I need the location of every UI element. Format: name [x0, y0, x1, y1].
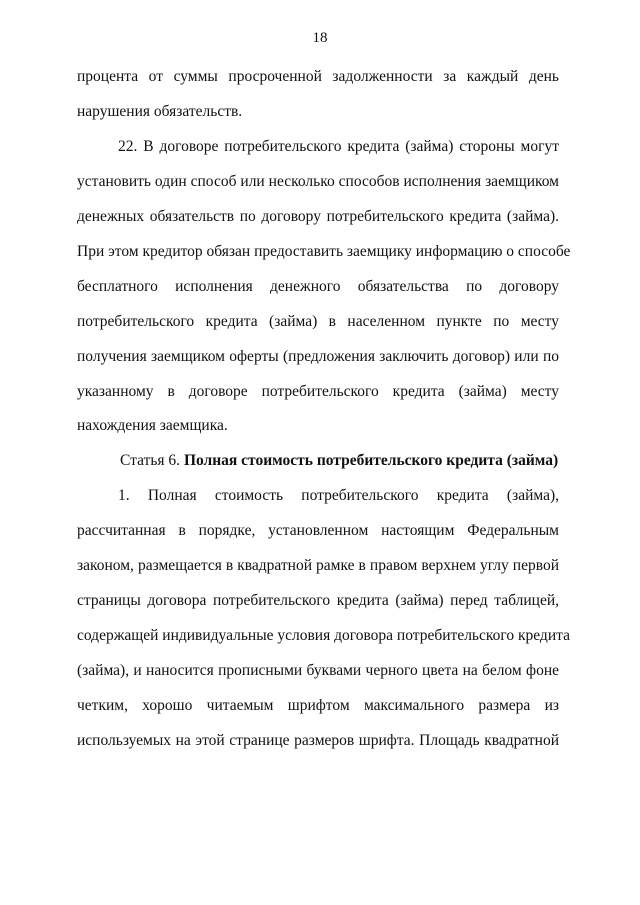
text-line: нахождения заемщика.	[77, 417, 228, 434]
text-line: процента от суммы просроченной задолженности за каждый день	[77, 68, 559, 85]
text-line: страницы договора потребительского кредита (займа) перед таблицей,	[77, 592, 559, 609]
text-line: (займа), и наносится прописными буквами черного цвета на белом фоне	[77, 662, 559, 679]
text-line: денежных обязательств по договору потребительского кредита (займа).	[77, 208, 559, 225]
text-line: установить один способ или несколько способов исполнения заемщиком	[77, 173, 559, 190]
article-heading-prefix: Статья 6.	[120, 452, 184, 469]
text-line: потребительского кредита (займа) в населенном пункте по месту	[77, 313, 559, 330]
text-line: получения заемщиком оферты (предложения заключить договор) или по	[77, 348, 559, 365]
text-line: бесплатного исполнения денежного обязательства по договору	[77, 278, 559, 295]
text-line: указанному в договоре потребительского кредита (займа) месту	[77, 383, 559, 400]
paragraph-first-line: 22. В договоре потребительского кредита (займа) стороны могут	[118, 138, 559, 155]
paragraph-first-line: 1. Полная стоимость потребительского кредита (займа),	[118, 487, 559, 504]
text-line: При этом кредитор обязан предоставить заемщику информацию о способе	[77, 243, 571, 260]
text-line: содержащей индивидуальные условия договора потребительского кредита	[77, 627, 570, 644]
article-heading	[120, 451, 558, 471]
text-line: законом, размещается в квадратной рамке в правом верхнем углу первой	[77, 557, 559, 574]
text-line: рассчитанная в порядке, установленном настоящим Федеральным	[77, 522, 559, 539]
page-number: 18	[312, 30, 328, 46]
text-line: нарушения обязательств.	[77, 103, 243, 120]
text-line: четким, хорошо читаемым шрифтом максимального размера из	[77, 697, 559, 714]
text-line: используемых на этой странице размеров шрифта. Площадь квадратной	[77, 732, 559, 749]
article-heading-title: Полная стоимость потребительского кредита (займа)	[183, 452, 559, 469]
